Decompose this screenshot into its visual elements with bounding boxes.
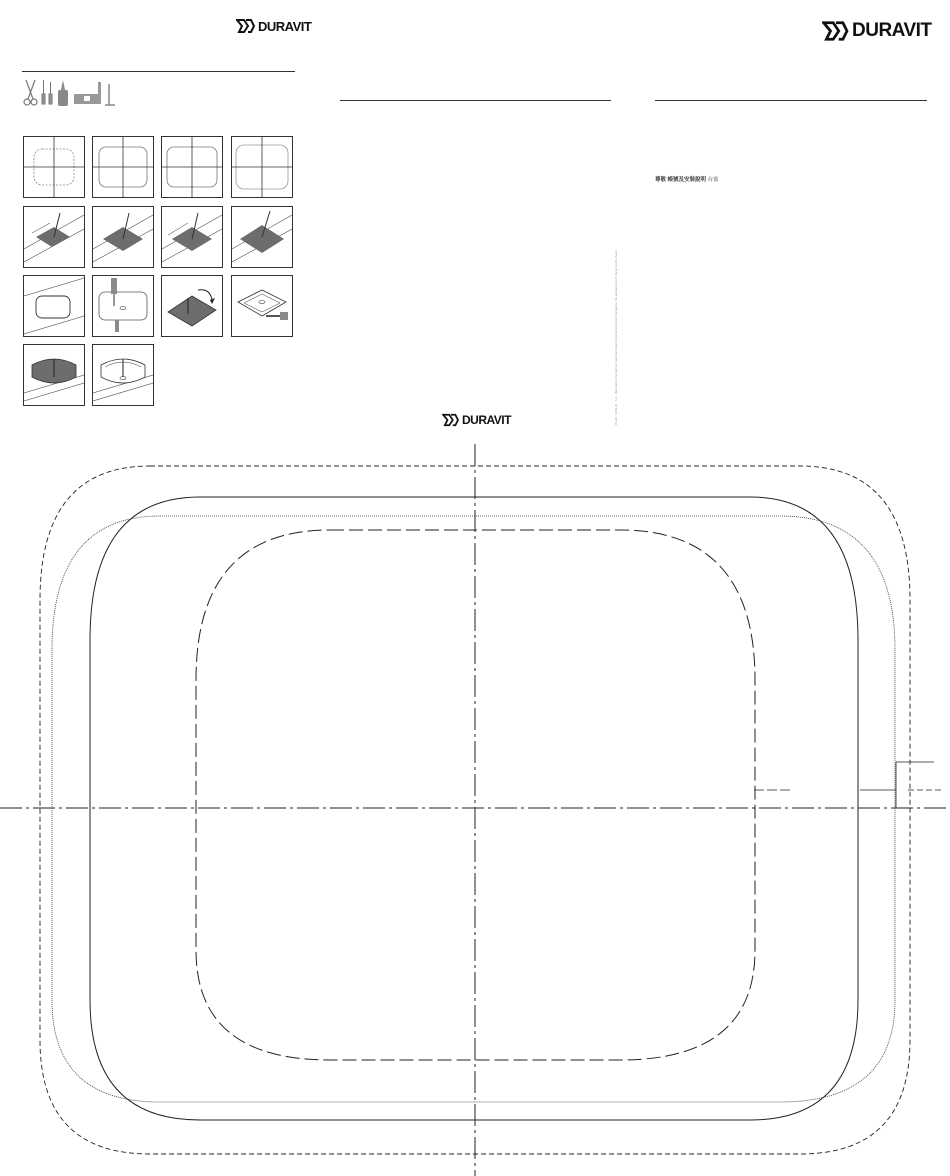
step-6-tile <box>92 206 154 268</box>
step-14-tile <box>92 344 154 406</box>
duravit-emblem-icon <box>236 18 256 34</box>
spirit-level-icon <box>74 82 101 104</box>
pencil-icon <box>105 84 115 105</box>
tools-row <box>22 78 122 108</box>
silicone-cartridge-icon <box>58 80 68 106</box>
cjk-heading-light: 台盆 <box>707 177 719 183</box>
step-9-tile <box>23 275 85 337</box>
cutout-template-drawing <box>0 440 950 1176</box>
step-12-tile <box>231 275 293 337</box>
duravit-emblem-icon <box>442 413 460 427</box>
scissors-icon <box>24 80 37 105</box>
step-8-tile <box>231 206 293 268</box>
step-1-tile <box>23 136 85 198</box>
brand-logo-middle <box>442 413 511 427</box>
brand-name: DURAVIT <box>462 413 511 427</box>
step-7-tile <box>161 206 223 268</box>
side-note: Druck ‧ 2019-01 ‧ 1.1 ‧ We reserve the right to make technical improvements and changes to the appearance of the products shown. <box>614 249 618 425</box>
brand-logo-top-left <box>236 18 311 34</box>
middle-panel-rule <box>340 100 611 101</box>
step-5-tile <box>23 206 85 268</box>
right-panel-rule <box>655 100 927 101</box>
cjk-heading-bold: 尊敬 帳號及安裝說明 <box>655 177 707 183</box>
left-panel-rule <box>22 71 295 72</box>
step-11-tile <box>161 275 223 337</box>
step-3-tile <box>161 136 223 198</box>
step-2-tile <box>92 136 154 198</box>
screwdrivers-icon <box>42 80 52 104</box>
step-4-tile <box>231 136 293 198</box>
brand-name: DURAVIT <box>852 20 932 41</box>
countertop-contour <box>52 516 895 1102</box>
duravit-emblem-icon <box>822 20 850 42</box>
step-10-tile <box>92 275 154 337</box>
brand-name: DURAVIT <box>258 18 312 34</box>
step-13-tile <box>23 344 85 406</box>
cjk-heading <box>655 175 719 183</box>
brand-logo-top-right <box>822 20 932 42</box>
